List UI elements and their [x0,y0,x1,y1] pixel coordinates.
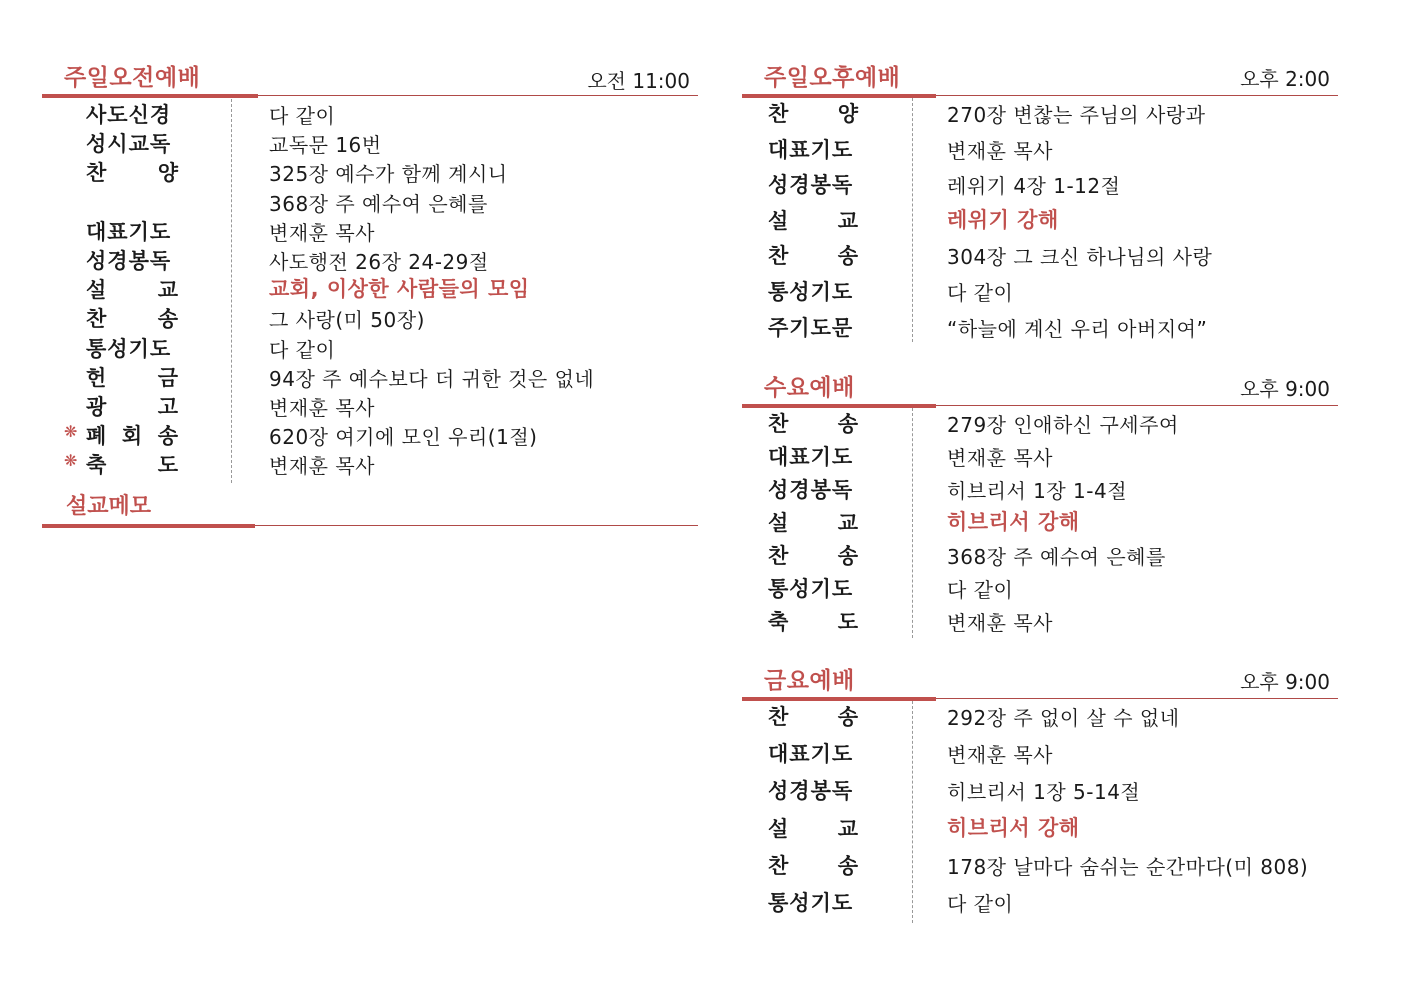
order-row [742,205,1338,241]
order-value: 270장 변찮는 주님의 사랑과 [947,103,1206,127]
order-value: 304장 그 크신 하나님의 사랑 [947,245,1213,270]
order-role: 주기도문 [768,315,854,340]
order-row [742,540,1338,573]
order-role: ❋ 폐 회 송 [64,422,178,449]
order-value: 그 사랑(미 50장) [269,308,425,333]
order-role: 설 교 [768,816,858,841]
memo-title: 설교메모 [66,494,152,519]
order-value: 다 같이 [947,281,1014,305]
sermon-title: 히브리서 강해 [947,510,1080,534]
order-row [42,245,698,274]
order-row [742,408,1338,441]
order-list [742,701,1338,923]
order-role: 성시교독 [86,132,172,157]
wednesday-section [742,372,1338,638]
order-value: 변재훈 목사 [947,743,1053,768]
sunday-afternoon-section [742,62,1338,342]
order-row [742,507,1338,540]
order-role: 사도신경 [86,103,172,127]
order-role: 축 도 [768,610,858,634]
section-title: 수요예배 [764,375,855,401]
order-row [42,274,698,303]
order-role: 찬 양 [86,161,178,186]
order-row [42,216,698,245]
order-row [42,187,698,216]
order-row [42,333,698,362]
order-role: 찬 송 [86,307,178,332]
order-row [742,134,1338,170]
order-role: 찬 송 [768,244,858,269]
order-role: 통성기도 [768,577,854,601]
service-time: 오후 2:00 [1240,67,1330,91]
section-title: 금요예배 [764,668,855,694]
order-value: 다 같이 [269,337,336,362]
order-row [42,362,698,391]
sermon-title: 레위기 강해 [947,207,1059,232]
order-row [742,775,1338,812]
order-value: 다 같이 [269,104,336,128]
section-title: 주일오후예배 [764,65,901,91]
order-role: 통성기도 [768,280,854,304]
order-value: 다 같이 [947,578,1014,602]
order-row [42,128,698,157]
order-value: 변재훈 목사 [269,220,375,245]
order-role: 찬 송 [768,412,858,436]
order-role: 성경봉독 [768,478,854,502]
order-row [42,157,698,186]
order-row [742,312,1338,348]
order-value: 히브리서 1장 5-14절 [947,780,1141,805]
order-role: 대표기도 [86,219,172,244]
section-title: 주일오전예배 [64,65,201,91]
order-value: 620장 여기에 모인 우리(1절) [269,425,538,450]
order-row [742,813,1338,850]
order-row [742,169,1338,205]
order-value: 변재훈 목사 [269,396,375,420]
order-row [742,738,1338,775]
order-value: 히브리서 1장 1-4절 [947,479,1128,503]
section-header [42,488,698,526]
order-row [42,391,698,420]
order-row [742,887,1338,924]
order-role: 설 교 [768,208,858,233]
order-role: 성경봉독 [768,173,854,198]
order-row [742,573,1338,606]
order-role: 대표기도 [768,137,854,162]
order-value: 사도행전 26장 24-29절 [269,250,489,274]
order-role: 찬 송 [768,853,858,878]
order-role: 성경봉독 [86,249,172,273]
memo-thick-line [42,524,255,528]
service-time: 오후 9:00 [1240,377,1330,401]
sermon-title: 히브리서 강해 [947,815,1080,840]
order-value: 325장 예수가 함께 계시니 [269,162,508,187]
order-list [42,99,698,483]
order-value: 변재훈 목사 [947,138,1053,163]
order-row [742,850,1338,887]
order-role: ❋ 축 도 [64,451,178,478]
asterisk-mark-icon: ❋ [64,422,78,442]
order-value: 94장 주 예수보다 더 귀한 것은 없네 [269,366,595,391]
order-value: 368장 주 예수여 은혜를 [269,191,488,216]
order-row [42,303,698,332]
order-value: 레위기 4장 1-12절 [947,174,1121,199]
section-header [742,62,1338,96]
order-value: 292장 주 없이 살 수 없네 [947,706,1180,730]
service-time: 오전 11:00 [587,69,690,93]
order-list [742,98,1338,342]
order-row [742,606,1338,639]
asterisk-mark-icon: ❋ [64,451,78,471]
order-role: 광 고 [86,395,178,419]
order-value: 교독문 16번 [269,133,382,158]
order-role: 성경봉독 [768,779,854,804]
order-value: “하늘에 계신 우리 아버지여” [947,316,1208,341]
order-row [742,701,1338,738]
order-value: 178장 날마다 숨쉬는 순간마다(미 808) [947,854,1309,879]
order-role: 찬 양 [768,102,858,126]
order-row [42,449,698,478]
sunday-morning-section [42,62,698,483]
order-role: 통성기도 [768,891,854,915]
section-header [42,62,698,96]
order-row [42,420,698,449]
order-role: 설 교 [768,511,858,535]
order-row [742,474,1338,507]
order-role: 설 교 [86,278,178,303]
section-header [742,372,1338,406]
service-time: 오후 9:00 [1240,670,1330,694]
order-role: 통성기도 [86,336,172,361]
order-value: 368장 주 예수여 은혜를 [947,545,1166,569]
order-role: 헌 금 [86,365,178,390]
order-value: 변재훈 목사 [947,611,1053,635]
order-row [742,240,1338,276]
order-value: 변재훈 목사 [947,446,1053,470]
order-value: 변재훈 목사 [269,454,375,479]
sermon-memo-section [42,488,698,526]
sermon-title: 교회, 이상한 사람들의 모임 [269,277,530,302]
order-value: 다 같이 [947,892,1014,916]
order-row [742,441,1338,474]
order-row [42,99,698,128]
order-list [742,408,1338,638]
order-role: 찬 송 [768,544,858,568]
friday-section [742,665,1338,923]
header-thick-line [42,94,258,98]
order-role: 대표기도 [768,742,854,767]
section-header [742,665,1338,699]
order-row [742,276,1338,312]
order-row [742,98,1338,134]
order-role: 찬 송 [768,705,858,729]
order-role: 대표기도 [768,445,854,469]
order-value: 279장 인애하신 구세주여 [947,413,1179,437]
